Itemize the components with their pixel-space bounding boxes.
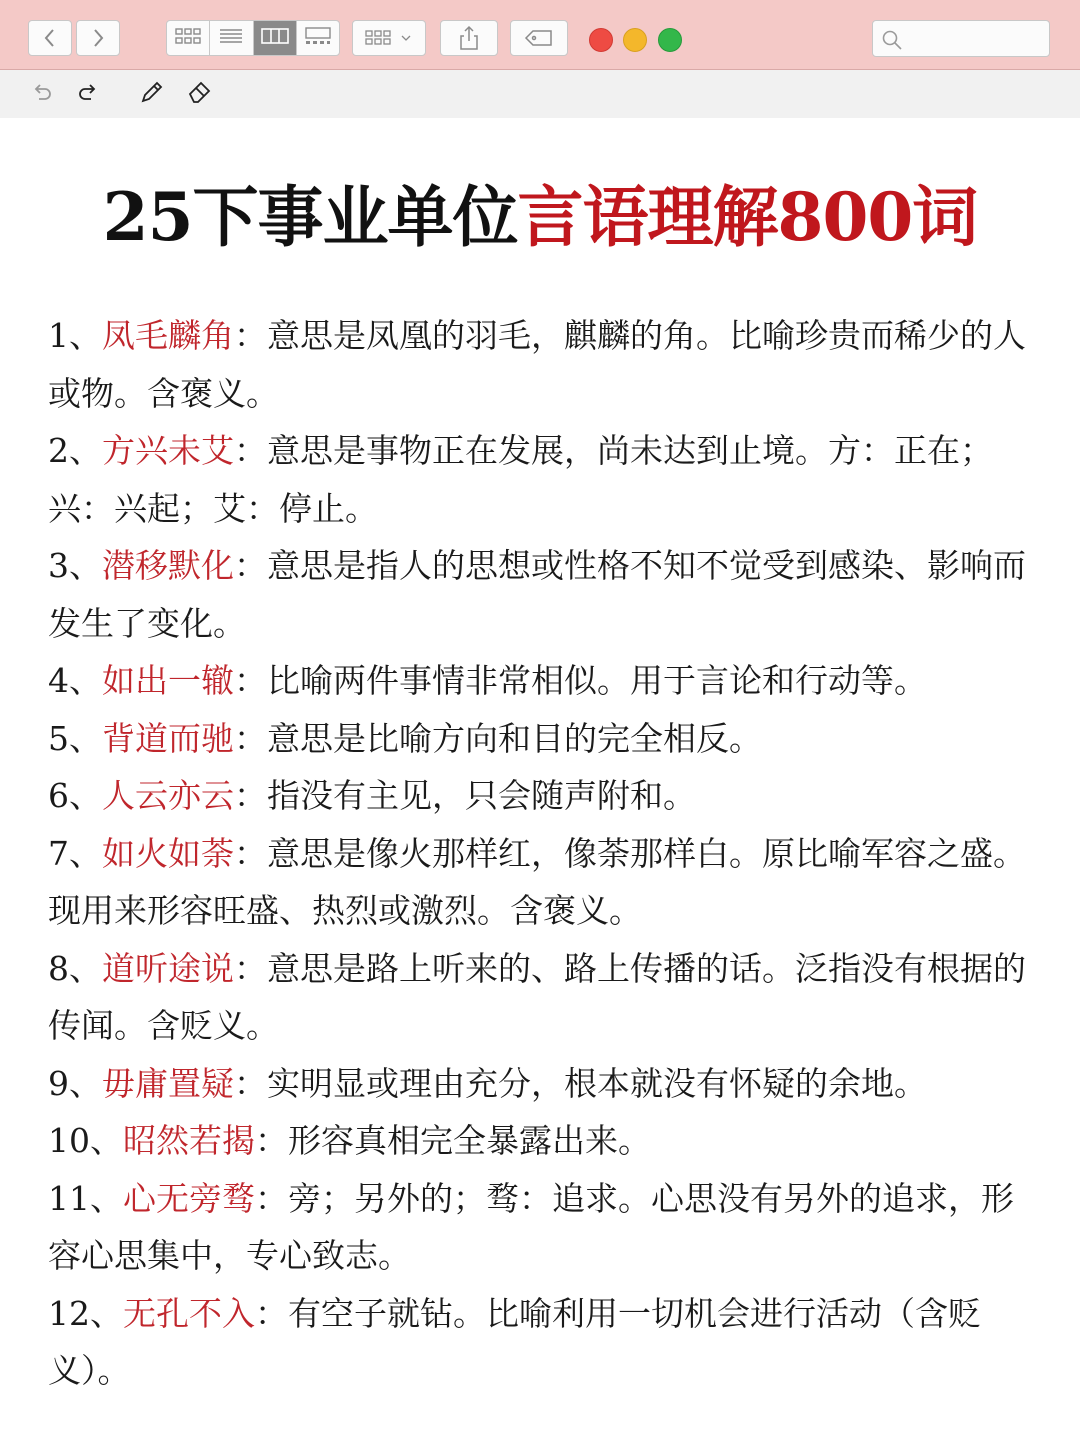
entry-number: 2、 (48, 431, 102, 470)
entry-term: 无孔不入 (123, 1293, 255, 1333)
entry-definition: ：实明显或理由充分，根本就没有怀疑的余地。 (234, 1063, 927, 1103)
vocabulary-entry (48, 652, 1038, 710)
entry-definition: ：意思是指人的思想或性格不知不觉受到感染、影响而发生了变化。 (48, 546, 1026, 643)
entry-term: 昭然若揭 (123, 1121, 255, 1160)
pencil-button[interactable] (138, 80, 166, 108)
pencil-icon (139, 79, 165, 109)
entry-term: 凤毛麟角 (102, 316, 234, 355)
vocabulary-entry (48, 422, 1038, 537)
vocabulary-list (48, 307, 1038, 1400)
entry-number: 3、 (48, 546, 102, 585)
vocabulary-entry (48, 537, 1038, 652)
entry-definition: ：意思是事物正在发展，尚未达到止境。方：正在；兴：兴起；艾：停止。 (48, 431, 993, 528)
entry-number: 4、 (48, 661, 102, 700)
title-prefix: 25下事业单位 (102, 178, 518, 256)
grid-view-button[interactable] (167, 21, 210, 55)
entry-definition: ：旁；另外的；骛：追求。心思没有另外的追求，形容心思集中，专心致志。 (48, 1178, 1014, 1275)
entry-number: 10、 (48, 1121, 123, 1160)
entry-number: 8、 (48, 948, 102, 988)
entry-term: 如火如荼 (102, 833, 234, 873)
toolbar (0, 0, 1080, 70)
entry-number: 5、 (48, 718, 102, 758)
entry-number: 12、 (48, 1293, 123, 1333)
forward-icon (91, 28, 105, 48)
entry-definition: ：意思是凤凰的羽毛，麒麟的角。比喻珍贵而稀少的人或物。含褒义。 (48, 316, 1026, 413)
undo-icon (30, 80, 54, 108)
entry-term: 人云亦云 (102, 776, 234, 815)
share-icon (457, 25, 481, 51)
entry-definition: ：指没有主见，只会随声附和。 (234, 776, 696, 815)
gallery-view-icon (303, 26, 333, 50)
tag-icon (524, 28, 554, 48)
entry-definition: ：有空子就钻。比喻利用一切机会进行活动（含贬义）。 (48, 1293, 981, 1390)
column-view-icon (260, 26, 290, 50)
entry-number: 9、 (48, 1063, 102, 1103)
entry-term: 如出一辙 (102, 661, 234, 700)
entry-number: 6、 (48, 776, 102, 815)
redo-icon (76, 80, 100, 108)
entry-definition: ：意思是像火那样红，像荼那样白。原比喻军容之盛。现用来形容旺盛、热烈或激烈。含褒义。 (48, 833, 1026, 930)
entry-term: 潜移默化 (102, 546, 234, 585)
entry-number: 1、 (48, 316, 102, 355)
tag-button[interactable] (510, 20, 568, 56)
entry-definition: ：意思是路上听来的、路上传播的话。泛指没有根据的传闻。含贬义。 (48, 948, 1026, 1045)
entry-definition: ：形容真相完全暴露出来。 (255, 1121, 651, 1160)
title-accent: 言语理解800词 (517, 178, 978, 256)
column-view-button[interactable] (254, 21, 297, 55)
eraser-icon (187, 79, 213, 109)
redo-button[interactable] (74, 80, 102, 108)
vocabulary-entry (48, 825, 1038, 940)
gallery-view-button[interactable] (297, 21, 339, 55)
entry-term: 道听途说 (102, 948, 234, 988)
share-button[interactable] (440, 20, 498, 56)
back-icon (43, 28, 57, 48)
view-mode-control (166, 20, 340, 56)
vocabulary-entry (48, 1112, 1038, 1170)
vocabulary-entry (48, 307, 1038, 422)
zoom-window-button[interactable] (658, 28, 682, 52)
entry-term: 毋庸置疑 (102, 1063, 234, 1103)
minimize-window-button[interactable] (623, 28, 647, 52)
group-icon (362, 28, 416, 48)
forward-button[interactable] (76, 20, 120, 56)
eraser-button[interactable] (186, 80, 214, 108)
entry-number: 7、 (48, 833, 102, 873)
page-title (0, 172, 1080, 262)
vocabulary-entry (48, 1170, 1038, 1285)
group-button[interactable] (352, 20, 426, 56)
undo-button[interactable] (28, 80, 56, 108)
vocabulary-entry (48, 940, 1038, 1055)
entry-term: 背道而驰 (102, 718, 234, 758)
entry-definition: ：比喻两件事情非常相似。用于言论和行动等。 (234, 661, 927, 700)
back-button[interactable] (28, 20, 72, 56)
entry-number: 11、 (48, 1178, 123, 1218)
entry-term: 方兴未艾 (102, 431, 234, 470)
list-view-icon (218, 26, 244, 50)
vocabulary-entry (48, 767, 1038, 825)
vocabulary-entry (48, 1055, 1038, 1113)
vocabulary-entry (48, 1285, 1038, 1400)
search-field[interactable] (872, 20, 1050, 57)
entry-term: 心无旁骛 (123, 1178, 255, 1218)
grid-view-icon (173, 26, 203, 50)
entry-definition: ：意思是比喻方向和目的完全相反。 (234, 718, 762, 758)
list-view-button[interactable] (210, 21, 253, 55)
vocabulary-entry (48, 710, 1038, 768)
close-window-button[interactable] (589, 28, 613, 52)
